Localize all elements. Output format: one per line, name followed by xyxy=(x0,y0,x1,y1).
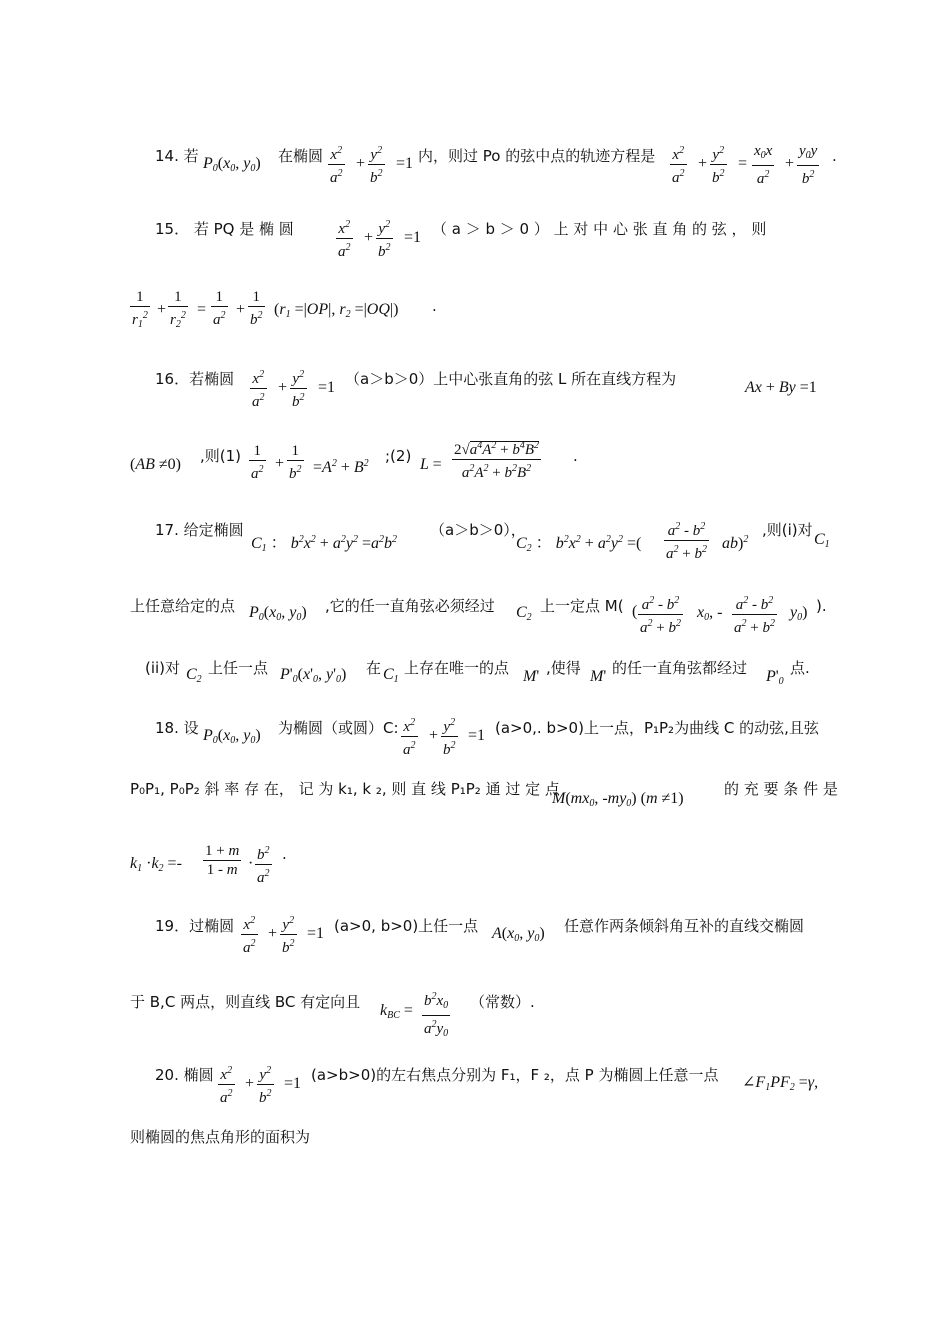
item-20-number: 20. 椭圆 xyxy=(155,1066,214,1084)
math-frac-x2-a2: $\frac{x^2}{a^2}$ xyxy=(328,142,345,187)
item-15-condition: （ a ＞ b ＞ 0 ） 上 对 中 心 张 直 角 的 弦 ， 则 xyxy=(432,220,767,238)
math-line-equation: Ax + By =1 xyxy=(745,379,817,396)
item-19-number: 19．过椭圆 xyxy=(155,917,235,935)
math-focal-angle: $\angle F_1PF_2 =\gamma$, xyxy=(742,1074,819,1093)
item-14-text-1: 在椭圆 xyxy=(278,147,324,165)
math-fixed-point-m: $M(mx_0$, $-my_0$) (m ≠1) xyxy=(552,790,684,809)
item-16-number: 16．若椭圆 xyxy=(155,370,235,388)
math-r-definition: ($r_1 =|OP|$, $r_2 =|OQ|$) xyxy=(274,301,399,320)
item-17-number: 17. 给定椭圆 xyxy=(155,521,244,539)
math-chord-length: $\frac{2√a^4A^2 + b^4B^2}{a^2A^2 + b^2B^2}$ xyxy=(452,437,541,482)
math-slope-bc: $\frac{b^2x_0}{a^2y_0}$ xyxy=(422,988,450,1043)
item-14-text-2: 内，则过 Po 的弦中点的轨迹方程是 xyxy=(418,147,656,165)
item-15-number: 15． 若 PQ 是 椭 圆 xyxy=(155,220,294,238)
math-frac-y2-b2: $\frac{y^2}{b^2}$ xyxy=(368,142,385,187)
item-16-text-1: （a＞b＞0）上中心张直角的弦 L 所在直线方程为 xyxy=(345,370,677,388)
math-p0-point: $P_0(x_0$, $y_0$) xyxy=(203,155,261,174)
item-14-number: 14. 若 xyxy=(155,147,199,165)
item-18-number: 18. 设 xyxy=(155,719,199,737)
